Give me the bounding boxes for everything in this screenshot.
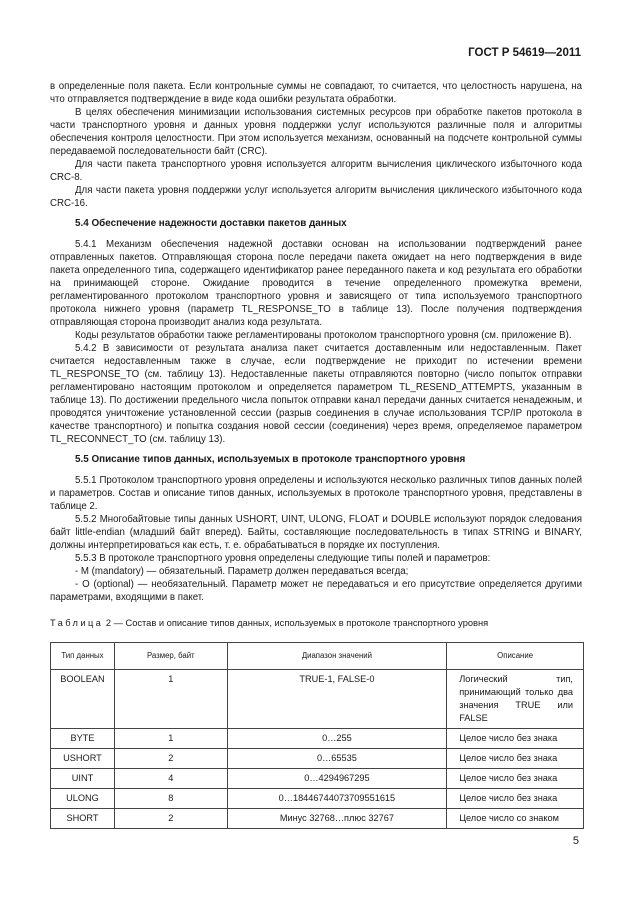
range-cell: 0…4294967295 <box>227 769 447 789</box>
list-item: - М (mandatory) — обязательный. Параметр должен передаваться всегда; <box>75 566 409 577</box>
size-cell: 1 <box>114 670 227 729</box>
table-row <box>51 729 584 749</box>
table-row <box>51 789 584 809</box>
table-caption-label: Таблица <box>50 618 104 628</box>
description-cell: Целое число без знака <box>447 789 584 809</box>
description-cell: Логический тип, принимающий только два значения TRUE или FALSE <box>447 670 584 729</box>
size-cell: 2 <box>114 809 227 829</box>
page-body <box>50 80 582 829</box>
column-header: Диапазон значений <box>227 643 447 670</box>
paragraph: Для части пакета уровня поддержки услуг используется алгоритм вычисления циклического избыточного кода CRC-16. <box>50 185 582 209</box>
size-cell: 8 <box>114 789 227 809</box>
type-cell: BOOLEAN <box>51 670 115 729</box>
description-cell: Целое число без знака <box>447 749 584 769</box>
paragraph: 5.5.2 Многобайтовые типы данных USHORT, UINT, ULONG, FLOAT и DOUBLE используют порядок следования байт little-endian (младший байт вперед). Байты, составляющие последовательность в типах STRING и BINARY, должны интерпретироваться как есть, т. е. обрабатываться в порядке их поступления. <box>50 514 582 551</box>
table-row <box>51 749 584 769</box>
data-types-table <box>50 642 584 829</box>
page-number: 5 <box>572 835 579 847</box>
description-cell: Целое число без знака <box>447 729 584 749</box>
paragraph: 5.4.1 Механизм обеспечения надежной доставки основан на использовании подтверждений ранее отправленных пакетов. Отправляющая сторона после передачи пакета ожидает на него подтверждения в виде пакета определенного типа, содержащего идентификатор ранее переданного пакета и код результата его обработки на принимающей стороне. Ожидание проводится в течение определенного промежутка времени, регламентированного протоколом транспортного уровня и зависящего от типа используемого транспортного протокола нижнего уровня (параметр TL_RESPONSE_TO в таблице 13). После получения подтверждения отправляющая сторона производит анализ кода результата. <box>50 239 582 328</box>
document-header: ГОСТ Р 54619—2011 <box>468 47 581 59</box>
size-cell: 4 <box>114 769 227 789</box>
table-caption <box>50 617 582 630</box>
paragraph: В целях обеспечения минимизации использования системных ресурсов при обработке пакетов протокола в части транспортного уровня и данных уровня поддержки услуг используются различные поля и алгоритмы обеспечения контроля целостности. При этом используется механизм, основанный на подсчете контрольной суммы передаваемой последовательности байт (CRC). <box>50 107 582 157</box>
paragraph: 5.4.2 В зависимости от результата анализа пакет считается доставленным или недоставленным. Пакет считается недоставленным также в случае, если подтверждение не приходит по истечении времени TL_RESPONSE_TO (см. таблицу 13). Недоставленные пакеты отправляются повторно (число попыток отправки регламентировано настоящим протоколом и определяется параметром TL_RESEND_ATTEMPTS, указанным в таблице 13). По достижении предельного числа попыток отправки канал передачи данных считается ненадежным, и проводятся уничтожение установленной сессии (разрыв соединения в случае использования TCP/IP протокола в качестве транспортного) и попытка создания новой сессии (соединения) через время, определяемое параметром TL_RECONNECT_TO (см. таблицу 13). <box>50 343 582 445</box>
list-item: - О (optional) — необязательный. Параметр может не передаваться и его присутствие определяется другими параметрами, входящими в пакет. <box>50 579 582 603</box>
column-header: Описание <box>447 643 584 670</box>
table-row <box>51 769 584 789</box>
type-cell: ULONG <box>51 789 115 809</box>
section-heading-5-4: 5.4 Обеспечение надежности доставки пакетов данных <box>75 218 347 229</box>
range-cell: TRUE-1, FALSE-0 <box>227 670 447 729</box>
size-cell: 1 <box>114 729 227 749</box>
type-cell: UINT <box>51 769 115 789</box>
range-cell: Минус 32768…плюс 32767 <box>227 809 447 829</box>
range-cell: 0…18446744073709551615 <box>227 789 447 809</box>
column-header: Тип данных <box>51 643 115 670</box>
section-heading-5-5: 5.5 Описание типов данных, используемых в протоколе транспортного уровня <box>75 454 466 465</box>
paragraph: Коды результатов обработки также регламентированы протоколом транспортного уровня (см. приложение В). <box>75 330 572 341</box>
paragraph: Для части пакета транспортного уровня используется алгоритм вычисления циклического избыточного кода CRC-8. <box>50 159 582 183</box>
description-cell: Целое число со знаком <box>447 809 584 829</box>
paragraph: в определенные поля пакета. Если контрольные суммы не совпадают, то считается, что целостность нарушена, на что отправляется подтверждение в виде кода ошибки результата обработки. <box>50 81 582 105</box>
range-cell: 0…255 <box>227 729 447 749</box>
table-header-row <box>51 643 584 670</box>
table-row <box>51 809 584 829</box>
description-cell: Целое число без знака <box>447 769 584 789</box>
type-cell: USHORT <box>51 749 115 769</box>
type-cell: SHORT <box>51 809 115 829</box>
table-caption-text: 2 — Состав и описание типов данных, используемых в протоколе транспортного уровня <box>105 618 489 628</box>
table-row <box>51 670 584 729</box>
size-cell: 2 <box>114 749 227 769</box>
paragraph: 5.5.3 В протоколе транспортного уровня определены следующие типы полей и параметров: <box>75 553 491 564</box>
type-cell: BYTE <box>51 729 115 749</box>
column-header: Размер, байт <box>114 643 227 670</box>
paragraph: 5.5.1 Протоколом транспортного уровня определены и используются несколько различных типов данных полей и параметров. Состав и описание типов данных, используемых в протоколе транспортного уровня, представлены в таблице 2. <box>50 475 582 512</box>
range-cell: 0…65535 <box>227 749 447 769</box>
